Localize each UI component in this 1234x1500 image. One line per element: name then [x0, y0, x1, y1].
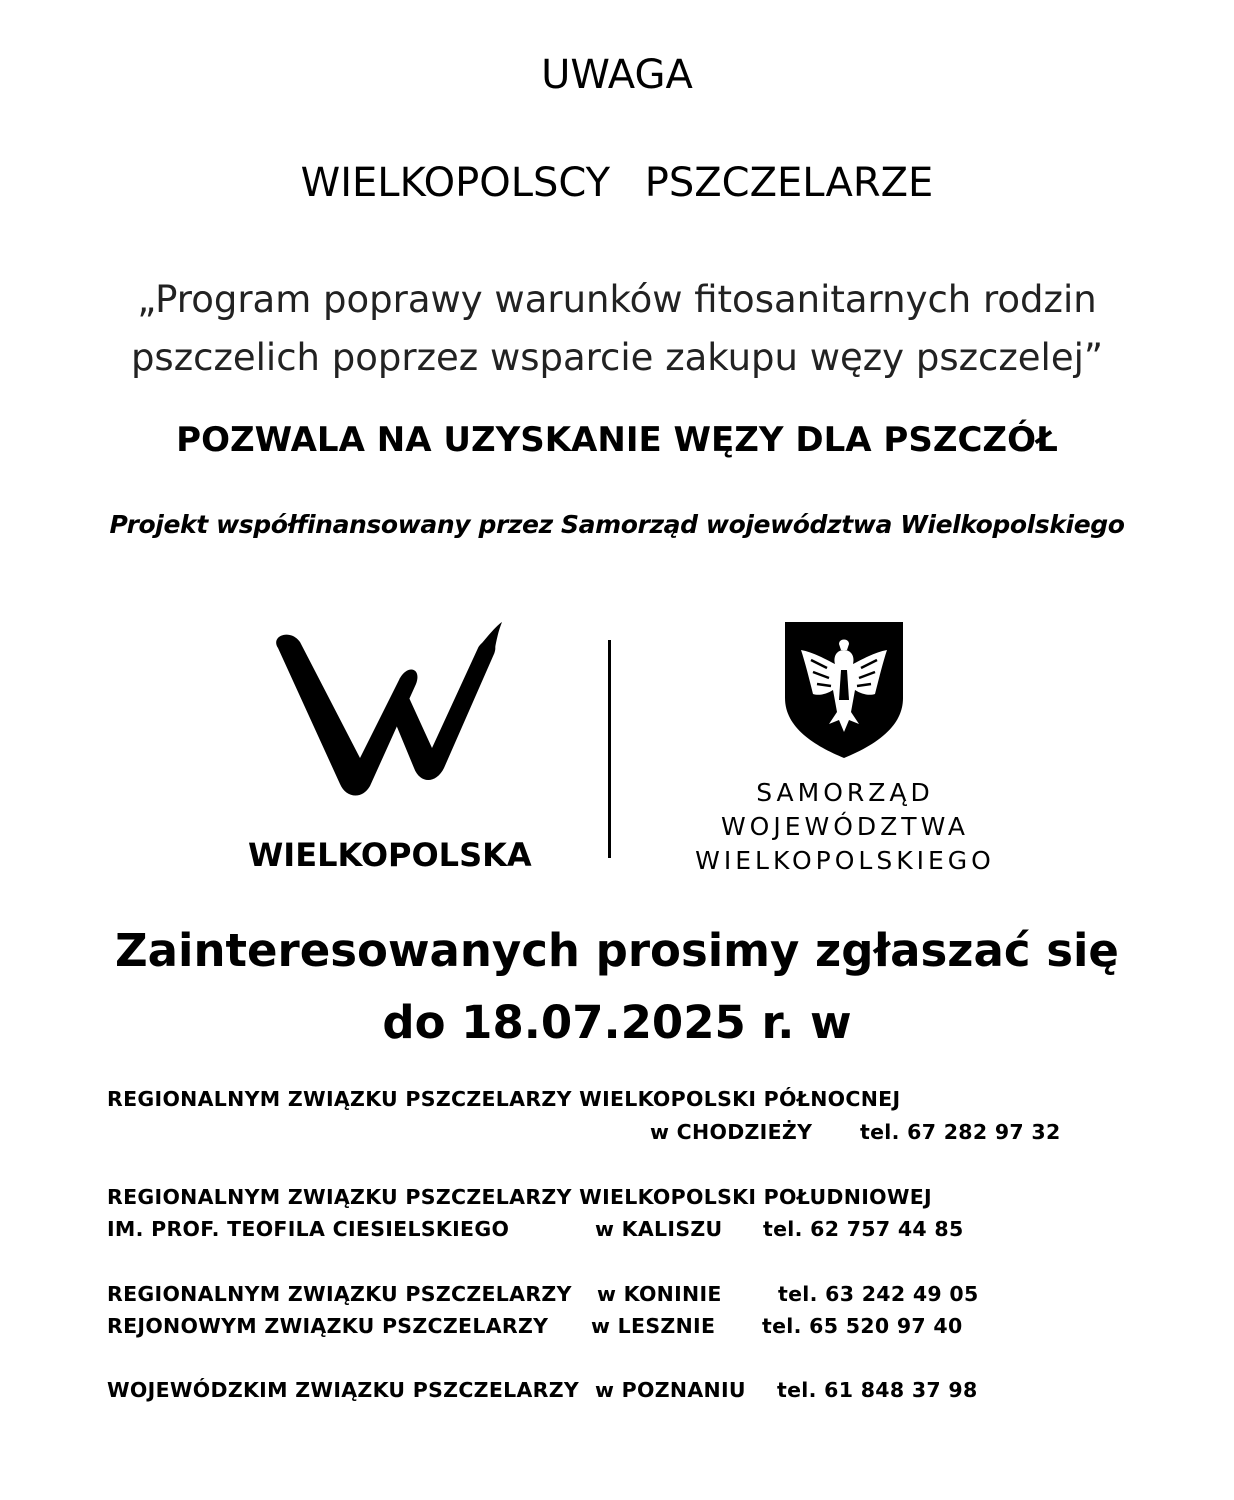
program-title-line-1: „Program poprawy warunków fitosanitarnych rodzin	[137, 278, 1097, 321]
contact-4-name: REJONOWYM ZWIĄZKU PSZCZELARZY	[107, 1314, 549, 1338]
call-to-action-line-2: do 18.07.2025 r. w	[382, 996, 852, 1049]
contact-5-city: w POZNANIU	[595, 1378, 746, 1402]
program-title-line-2: pszczelich poprzez wsparcie zakupu węzy pszczelej”	[130, 336, 1104, 379]
contact-1-phone: tel. 67 282 97 32	[860, 1120, 1061, 1144]
logo-divider	[608, 640, 611, 858]
wielkopolska-logo-text: WIELKOPOLSKA	[248, 836, 532, 874]
call-to-action-line-1: Zainteresowanych prosimy zgłaszać się	[115, 924, 1119, 977]
contact-4-city: w LESZNIE	[591, 1314, 716, 1338]
contact-3-name: REGIONALNYM ZWIĄZKU PSZCZELARZY	[107, 1282, 572, 1306]
pozwala-heading: POZWALA NA UZYSKANIE WĘZY DLA PSZCZÓŁ	[176, 420, 1058, 460]
eagle-crest-icon	[783, 620, 905, 764]
contact-2-subname: IM. PROF. TEOFILA CIESIELSKIEGO	[107, 1217, 510, 1241]
contact-5-name: WOJEWÓDZKIM ZWIĄZKU PSZCZELARZY	[107, 1378, 580, 1402]
contact-2-phone: tel. 62 757 44 85	[763, 1217, 964, 1241]
cofinancing-note: Projekt współfinansowany przez Samorząd województwa Wielkopolskiego	[109, 510, 1125, 539]
contact-1-city: w CHODZIEŻY	[650, 1120, 813, 1144]
samorzad-text-line-3: WIELKOPOLSKIEGO	[695, 846, 995, 875]
contact-3-phone: tel. 63 242 49 05	[778, 1282, 979, 1306]
contact-2-name: REGIONALNYM ZWIĄZKU PSZCZELARZY WIELKOPOLSKI POŁUDNIOWEJ	[107, 1185, 932, 1209]
w-logo-icon	[250, 618, 510, 812]
contact-1-name: REGIONALNYM ZWIĄZKU PSZCZELARZY WIELKOPOLSKI PÓŁNOCNEJ	[107, 1087, 901, 1111]
contact-3-city: w KONINIE	[597, 1282, 722, 1306]
contact-5-phone: tel. 61 848 37 98	[777, 1378, 978, 1402]
samorzad-text-line-2: WOJEWÓDZTWA	[720, 812, 970, 841]
samorzad-text-line-1: SAMORZĄD	[756, 778, 934, 807]
contact-2-city: w KALISZU	[595, 1217, 723, 1241]
header-title: WIELKOPOLSCY PSZCZELARZE	[300, 160, 934, 206]
header-uwaga: UWAGA	[541, 52, 693, 98]
contact-4-phone: tel. 65 520 97 40	[762, 1314, 963, 1338]
